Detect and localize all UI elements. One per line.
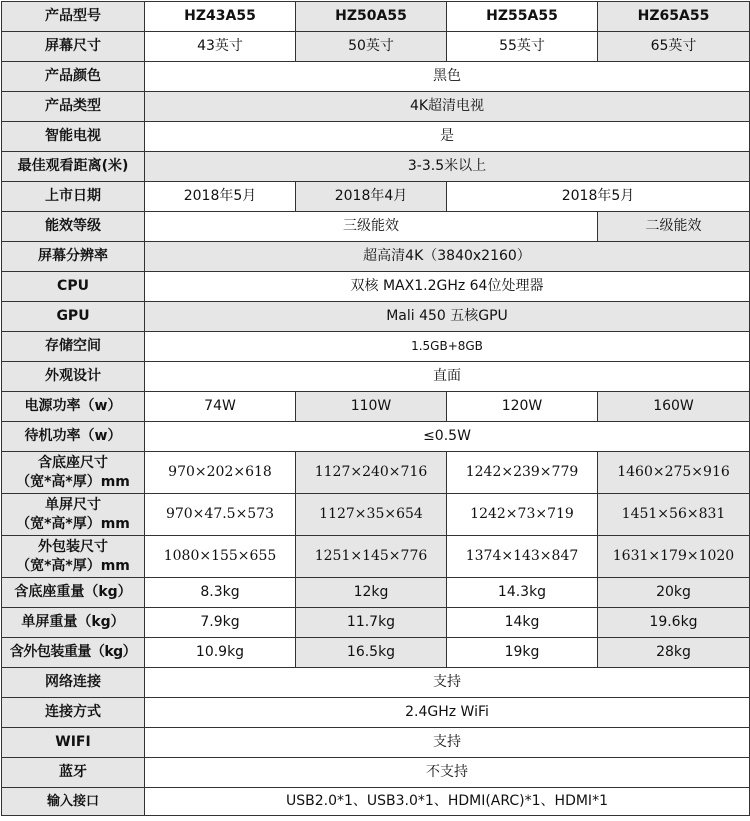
row-design: [2, 362, 750, 392]
row-label: 待机功率（w）: [2, 422, 145, 452]
row-label: 含底座重量（kg）: [2, 578, 145, 608]
row-release-date: [2, 182, 750, 212]
value-cell: 65英寸: [598, 32, 750, 62]
value-cell: 1374×143×847: [447, 536, 598, 578]
row-label: 网络连接: [2, 668, 145, 698]
value-cell: 支持: [145, 728, 750, 758]
value-cell: 1127×35×654: [296, 494, 447, 536]
row-screen-size: [2, 32, 750, 62]
row-standby-power: [2, 422, 750, 452]
row-resolution: [2, 242, 750, 272]
row-label: 屏幕尺寸: [2, 32, 145, 62]
row-label: GPU: [2, 302, 145, 332]
row-label: 屏幕分辨率: [2, 242, 145, 272]
value-cell: USB2.0*1、USB3.0*1、HDMI(ARC)*1、HDMI*1: [145, 788, 750, 816]
row-label: 电源功率（w）: [2, 392, 145, 422]
value-cell: 19.6kg: [598, 608, 750, 638]
value-cell: 1631×179×1020: [598, 536, 750, 578]
value-cell: 不支持: [145, 758, 750, 788]
row-label-line: 含底座尺寸: [38, 454, 108, 471]
value-cell: 19kg: [447, 638, 598, 668]
value-cell: 1242×239×779: [447, 452, 598, 494]
value-cell: 970×202×618: [145, 452, 296, 494]
row-label: WIFI: [2, 728, 145, 758]
value-cell: 43英寸: [145, 32, 296, 62]
value-cell: 28kg: [598, 638, 750, 668]
row-bluetooth: [2, 758, 750, 788]
model-cell: HZ65A55: [598, 2, 750, 32]
value-cell: 110W: [296, 392, 447, 422]
value-cell: 120W: [447, 392, 598, 422]
row-cpu: [2, 272, 750, 302]
value-cell: 2018年5月: [145, 182, 296, 212]
row-package-weight: [2, 638, 750, 668]
row-weight-with-stand: [2, 578, 750, 608]
row-size-with-stand: [2, 452, 750, 494]
value-cell: 支持: [145, 668, 750, 698]
row-label: 最佳观看距离(米): [2, 152, 145, 182]
row-label: 产品颜色: [2, 62, 145, 92]
row-input-ports: [2, 788, 750, 816]
value-cell: 2018年5月: [447, 182, 750, 212]
row-gpu: [2, 302, 750, 332]
value-cell: 3-3.5米以上: [145, 152, 750, 182]
row-viewing-distance: [2, 152, 750, 182]
row-label-line: （宽*高*厚）mm: [16, 473, 130, 490]
row-label: 存储空间: [2, 332, 145, 362]
row-color: [2, 62, 750, 92]
row-label-line: （宽*高*厚）mm: [16, 515, 130, 532]
value-cell: Mali 450 五核GPU: [145, 302, 750, 332]
value-cell: 11.7kg: [296, 608, 447, 638]
row-power: [2, 392, 750, 422]
row-label: 产品类型: [2, 92, 145, 122]
value-cell: 55英寸: [447, 32, 598, 62]
value-cell: 1460×275×916: [598, 452, 750, 494]
value-cell: 二级能效: [598, 212, 750, 242]
value-cell: 三级能效: [145, 212, 598, 242]
model-cell: HZ43A55: [145, 2, 296, 32]
value-cell: 1127×240×716: [296, 452, 447, 494]
value-cell: 2018年4月: [296, 182, 447, 212]
row-label: 能效等级: [2, 212, 145, 242]
value-cell: 12kg: [296, 578, 447, 608]
row-connection: [2, 698, 750, 728]
row-panel-weight: [2, 608, 750, 638]
row-label: 智能电视: [2, 122, 145, 152]
value-cell: 20kg: [598, 578, 750, 608]
row-model: [2, 2, 750, 32]
value-cell: 50英寸: [296, 32, 447, 62]
row-panel-size: [2, 494, 750, 536]
value-cell: 970×47.5×573: [145, 494, 296, 536]
row-label-line: 单屏尺寸: [45, 496, 101, 513]
value-cell: 4K超清电视: [145, 92, 750, 122]
model-cell: HZ55A55: [447, 2, 598, 32]
value-cell: 1080×155×655: [145, 536, 296, 578]
row-label: [2, 452, 145, 494]
row-label-line: 外包装尺寸: [38, 538, 108, 555]
value-cell: 是: [145, 122, 750, 152]
value-cell: 双核 MAX1.2GHz 64位处理器: [145, 272, 750, 302]
value-cell: 1242×73×719: [447, 494, 598, 536]
value-cell: 16.5kg: [296, 638, 447, 668]
value-cell: 黑色: [145, 62, 750, 92]
value-cell: 直面: [145, 362, 750, 392]
row-label: 蓝牙: [2, 758, 145, 788]
value-cell: ≤0.5W: [145, 422, 750, 452]
row-wifi: [2, 728, 750, 758]
row-label: CPU: [2, 272, 145, 302]
value-cell: 1.5GB+8GB: [145, 332, 750, 362]
value-cell: 74W: [145, 392, 296, 422]
value-cell: 8.3kg: [145, 578, 296, 608]
value-cell: 超高清4K（3840x2160）: [145, 242, 750, 272]
value-cell: 10.9kg: [145, 638, 296, 668]
row-storage: [2, 332, 750, 362]
row-type: [2, 92, 750, 122]
row-label: 输入接口: [2, 788, 145, 816]
row-network: [2, 668, 750, 698]
value-cell: 1251×145×776: [296, 536, 447, 578]
row-label: 上市日期: [2, 182, 145, 212]
spec-table: [1, 1, 750, 816]
value-cell: 14kg: [447, 608, 598, 638]
row-label: 连接方式: [2, 698, 145, 728]
row-label: 含外包装重量（kg）: [2, 638, 145, 668]
row-label-line: （宽*高*厚）mm: [16, 557, 130, 574]
row-label: 产品型号: [2, 2, 145, 32]
row-label: 单屏重量（kg）: [2, 608, 145, 638]
row-label: [2, 536, 145, 578]
row-label: 外观设计: [2, 362, 145, 392]
value-cell: 1451×56×831: [598, 494, 750, 536]
value-cell: 14.3kg: [447, 578, 598, 608]
row-package-size: [2, 536, 750, 578]
value-cell: 2.4GHz WiFi: [145, 698, 750, 728]
row-smart-tv: [2, 122, 750, 152]
value-cell: 160W: [598, 392, 750, 422]
value-cell: 7.9kg: [145, 608, 296, 638]
row-energy-class: [2, 212, 750, 242]
row-label: [2, 494, 145, 536]
model-cell: HZ50A55: [296, 2, 447, 32]
